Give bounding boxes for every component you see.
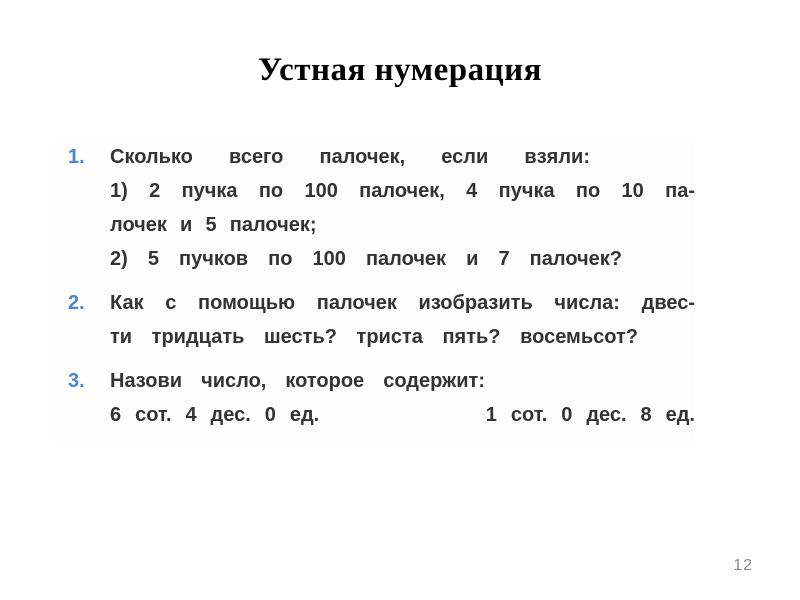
problem-1-text <box>110 140 695 276</box>
problem-text-line: Сколько всего палочек, если взяли: <box>110 146 590 168</box>
problem-2-number: 2. <box>68 292 85 314</box>
digits-group-right: 1 сот. 0 дес. 8 ед. <box>485 404 695 426</box>
problem-text-line: 1) 2 пучка по 100 палочек, 4 пучка по 10 па- <box>110 180 695 202</box>
problem-text-line: Как с помощью палочек изобразить числа: двес- <box>110 292 695 314</box>
problem-2 <box>55 286 695 354</box>
problem-text-line: лочек и 5 палочек; <box>110 214 317 236</box>
problem-text-line: ти тридцать шесть? триста пять? восемьсот? <box>110 326 638 348</box>
slide-title: Устная нумерация <box>257 52 543 88</box>
problem-text-line <box>110 398 695 432</box>
digits-group-left: 6 сот. 4 дес. 0 ед. <box>110 404 320 426</box>
problem-2-text <box>110 286 695 354</box>
page-number: 12 <box>733 557 753 574</box>
problem-text-line: 2) 5 пучков по 100 палочек и 7 палочек? <box>110 248 622 270</box>
problem-1 <box>55 140 695 276</box>
problem-3 <box>55 364 695 432</box>
problem-text-line: Назови число, которое содержит: <box>110 370 485 392</box>
problem-1-number: 1. <box>68 146 85 168</box>
problem-3-number: 3. <box>68 370 85 392</box>
textbook-scan <box>55 140 695 442</box>
problem-3-text <box>110 364 695 432</box>
